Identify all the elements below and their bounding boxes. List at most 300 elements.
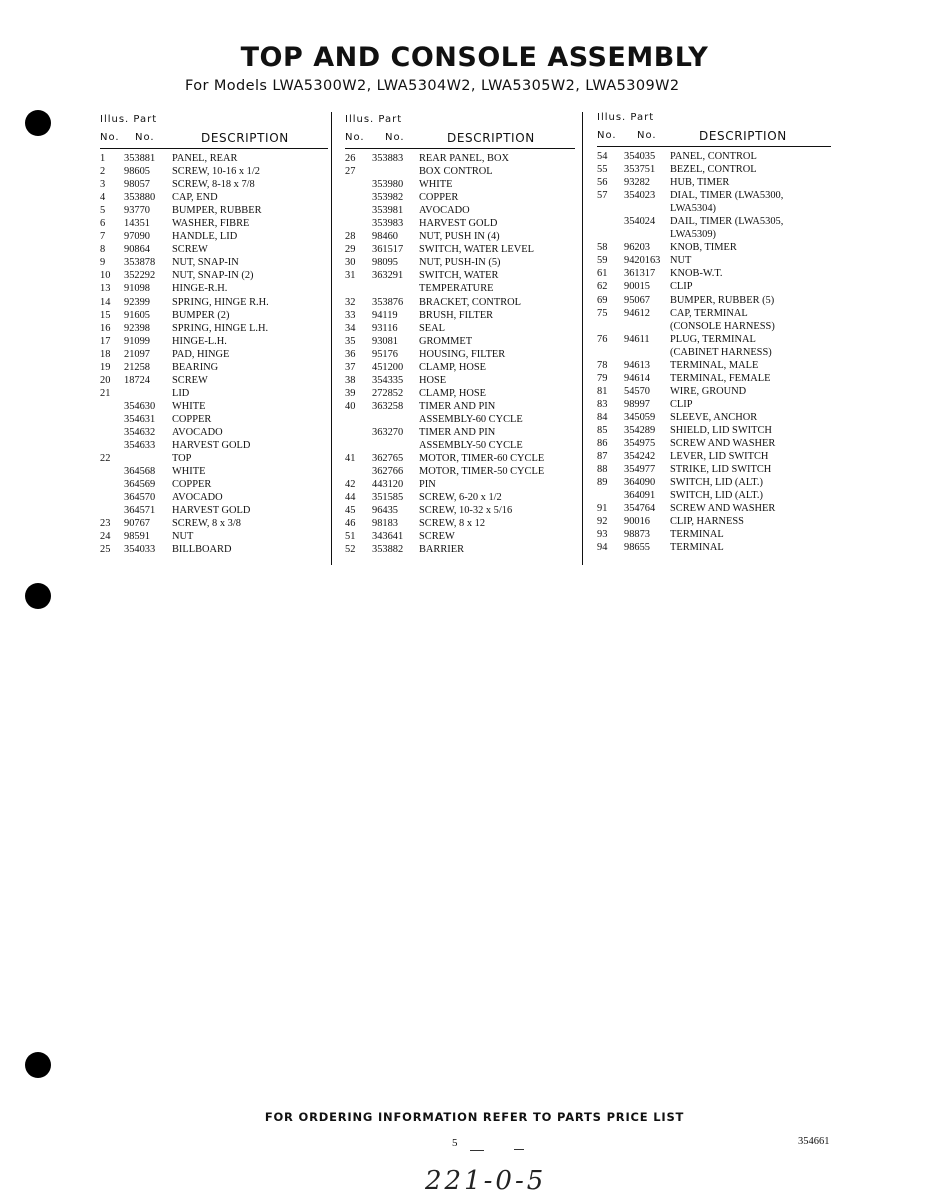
part-row (597, 241, 831, 254)
part-description: TOP (172, 453, 192, 465)
part-number: 94611 (624, 333, 650, 345)
part-description: PANEL, CONTROL (670, 151, 757, 162)
illus-number: 8 (100, 244, 106, 256)
binder-hole-middle (25, 583, 51, 609)
part-row (597, 515, 831, 528)
part-number: 93770 (124, 205, 150, 217)
part-description: STRIKE, LID SWITCH (670, 464, 772, 476)
part-description: HINGE-R.H. (172, 283, 228, 295)
part-description: BUMPER, RUBBER (5) (670, 294, 775, 306)
illus-number: 83 (597, 398, 608, 410)
parts-column-3 (597, 112, 831, 554)
part-description: NUT, PUSH-IN (5) (419, 257, 501, 269)
illus-number: 46 (345, 518, 356, 530)
part-number: 345059 (624, 411, 656, 423)
part-row (100, 478, 328, 491)
illus-number: 10 (100, 270, 111, 282)
part-number: 96435 (372, 505, 398, 517)
illus-number: 25 (100, 544, 111, 556)
part-description: BOX CONTROL (419, 166, 493, 178)
part-description: COPPER (172, 413, 212, 425)
part-number: 353751 (624, 164, 656, 176)
part-description: LID (172, 387, 190, 399)
illus-number: 16 (100, 322, 111, 334)
part-description: LWA5304) (670, 203, 716, 215)
part-description: SCREW, 10-16 x 1/2 (172, 166, 260, 178)
part-row (100, 230, 328, 243)
part-description: GROMMET (419, 335, 473, 347)
illus-number: 41 (345, 453, 356, 465)
part-row (345, 504, 575, 517)
part-row (597, 437, 831, 450)
part-row (100, 452, 328, 465)
part-number: 351585 (372, 492, 404, 504)
part-description: PANEL, REAR (172, 153, 238, 164)
part-row (100, 491, 328, 504)
part-row (597, 280, 831, 293)
part-description: WASHER, FIBRE (172, 218, 250, 230)
part-row (100, 361, 328, 374)
illus-number: 89 (597, 477, 608, 489)
parts-list (100, 152, 328, 556)
part-description: SCREW, 10-32 x 5/16 (419, 505, 513, 517)
scan-mark (514, 1149, 524, 1150)
part-description: CLAMP, HOSE (419, 361, 486, 373)
illus-number: 87 (597, 451, 608, 463)
part-number: 363258 (372, 400, 404, 412)
part-number: 96203 (624, 242, 650, 254)
part-description: SWITCH, LID (ALT.) (670, 490, 763, 502)
part-description: SCREW (172, 374, 208, 386)
part-row (345, 282, 575, 295)
part-description: SCREW, 8-18 x 7/8 (172, 179, 255, 191)
part-description: NUT, SNAP-IN (2) (172, 270, 254, 282)
illus-number: 37 (345, 361, 356, 373)
part-description: CAP, END (172, 192, 218, 204)
illus-number: 32 (345, 296, 356, 308)
illus-number: 54 (597, 151, 608, 162)
part-row (345, 243, 575, 256)
part-number: 97090 (124, 231, 150, 243)
part-number: 93282 (624, 177, 650, 189)
part-row (345, 361, 575, 374)
header-illus-part: Illus. Part (597, 112, 655, 123)
part-number: 98591 (124, 531, 150, 543)
part-description: AVOCADO (419, 205, 470, 217)
part-row (597, 463, 831, 476)
illus-number: 44 (345, 492, 356, 504)
illus-number: 91 (597, 503, 608, 515)
part-number: 91098 (124, 283, 150, 295)
illus-number: 22 (100, 453, 111, 465)
part-number: 353982 (372, 192, 404, 204)
illus-number: 55 (597, 164, 608, 176)
illus-number: 5 (100, 205, 106, 217)
ordering-info-footer: FOR ORDERING INFORMATION REFER TO PARTS PRICE LIST (264, 1110, 685, 1124)
part-number: 94612 (624, 307, 650, 319)
part-number: 363270 (372, 426, 404, 438)
illus-number: 14 (100, 296, 111, 308)
part-row (100, 256, 328, 269)
illus-number: 52 (345, 544, 356, 556)
part-row (345, 152, 575, 165)
part-number: 21258 (124, 361, 150, 373)
illus-number: 33 (345, 309, 356, 321)
part-row (345, 517, 575, 530)
part-description: BUMPER (2) (172, 309, 230, 321)
illus-number: 58 (597, 242, 608, 254)
part-number: 90767 (124, 518, 150, 530)
part-description: BRUSH, FILTER (419, 309, 494, 321)
part-description: LEVER, LID SWITCH (670, 451, 769, 463)
part-row (597, 541, 831, 554)
part-row (100, 335, 328, 348)
part-description: PIN (419, 479, 436, 491)
part-row (100, 178, 328, 191)
page-title: TOP AND CONSOLE ASSEMBLY (240, 42, 709, 73)
part-row (100, 400, 328, 413)
part-description: NUT, PUSH IN (4) (419, 231, 500, 243)
part-description: CLIP (670, 398, 693, 410)
part-row (597, 528, 831, 541)
illus-number: 59 (597, 255, 608, 267)
part-row (345, 465, 575, 478)
part-row (345, 348, 575, 361)
part-description: TERMINAL, FEMALE (670, 372, 771, 384)
part-number: 343641 (372, 531, 404, 543)
part-number: 93081 (372, 335, 398, 347)
part-number: 353983 (372, 218, 404, 230)
part-description: SCREW, 8 x 3/8 (172, 518, 241, 530)
part-description: BILLBOARD (172, 544, 232, 556)
part-number: 94613 (624, 359, 650, 371)
part-row (345, 400, 575, 413)
part-row (345, 204, 575, 217)
part-description: SPRING, HINGE L.H. (172, 322, 269, 334)
part-row (100, 530, 328, 543)
illus-number: 17 (100, 335, 111, 347)
part-description: HOUSING, FILTER (419, 348, 506, 360)
part-row (345, 413, 575, 426)
part-description: SCREW, 6-20 x 1/2 (419, 492, 502, 504)
part-description: SWITCH, WATER LEVEL (419, 244, 534, 256)
part-description: TIMER AND PIN (419, 400, 496, 412)
part-number: 9420163 (624, 255, 661, 267)
part-row (597, 450, 831, 463)
part-number: 354033 (124, 544, 156, 556)
part-description: SCREW AND WASHER (670, 503, 776, 515)
part-description: (CONSOLE HARNESS) (670, 320, 775, 332)
part-row (597, 307, 831, 320)
part-number: 98095 (372, 257, 398, 269)
part-number: 354975 (624, 438, 656, 450)
part-number: 92398 (124, 322, 150, 334)
illus-number: 9 (100, 257, 106, 269)
page-number: 5 (452, 1137, 458, 1149)
part-number: 353878 (124, 257, 156, 269)
part-number: 354631 (124, 413, 156, 425)
part-number: 354242 (624, 451, 656, 463)
part-number: 94614 (624, 372, 650, 384)
part-number: 354630 (124, 400, 156, 412)
illus-number: 76 (597, 333, 608, 345)
part-row (597, 254, 831, 267)
illus-number: 1 (100, 153, 106, 164)
part-description: SCREW, 8 x 12 (419, 518, 486, 530)
part-number: 354632 (124, 426, 156, 438)
part-number: 98605 (124, 166, 150, 178)
part-row (597, 176, 831, 189)
part-number: 362765 (372, 453, 404, 465)
part-row (345, 269, 575, 282)
part-description: HARVEST GOLD (172, 440, 251, 452)
part-description: PAD, HINGE (172, 348, 230, 360)
scan-mark (470, 1150, 484, 1151)
part-number: 364091 (624, 490, 656, 502)
part-row (345, 296, 575, 309)
part-description: HARVEST GOLD (172, 505, 251, 517)
illus-number: 40 (345, 400, 356, 412)
illus-number: 61 (597, 268, 608, 280)
illus-number: 19 (100, 361, 111, 373)
header-description: DESCRIPTION (201, 131, 289, 145)
part-number: 91605 (124, 309, 150, 321)
part-row (100, 165, 328, 178)
part-description: ASSEMBLY-50 CYCLE (419, 440, 523, 452)
part-number: 364570 (124, 492, 156, 504)
part-number: 354335 (372, 374, 404, 386)
part-row (345, 387, 575, 400)
part-row (100, 465, 328, 478)
part-number: 354035 (624, 151, 656, 162)
part-row (100, 282, 328, 295)
part-description: SWITCH, LID (ALT.) (670, 477, 763, 489)
part-row (597, 502, 831, 515)
part-number: 90864 (124, 244, 150, 256)
part-row (100, 504, 328, 517)
part-row (597, 398, 831, 411)
illus-number: 79 (597, 372, 608, 384)
part-row (100, 269, 328, 282)
part-description: CAP, TERMINAL (670, 307, 748, 319)
part-number: 364568 (124, 466, 156, 478)
part-number: 353981 (372, 205, 404, 217)
part-row (345, 230, 575, 243)
part-row (345, 256, 575, 269)
header-description: DESCRIPTION (447, 131, 535, 145)
illus-number: 93 (597, 529, 608, 541)
header-illus-no: No. (100, 132, 120, 143)
part-row (597, 359, 831, 372)
part-number: 361317 (624, 268, 656, 280)
binder-hole-top (25, 110, 51, 136)
illus-number: 56 (597, 177, 608, 189)
part-row (597, 346, 831, 359)
part-row (100, 439, 328, 452)
part-row (597, 189, 831, 202)
header-illus-no: No. (345, 132, 365, 143)
part-row (345, 165, 575, 178)
part-number: 353980 (372, 179, 404, 191)
part-description: HUB, TIMER (670, 177, 730, 189)
part-description: KNOB-W.T. (670, 268, 723, 280)
column-header (345, 114, 575, 149)
part-row (597, 150, 831, 163)
column-header (100, 114, 328, 149)
part-row (597, 320, 831, 333)
part-row (597, 163, 831, 176)
part-row (345, 335, 575, 348)
part-number: 272852 (372, 387, 404, 399)
part-description: SEAL (419, 322, 445, 334)
part-description: TERMINAL, MALE (670, 359, 759, 371)
part-description: CLIP, HARNESS (670, 516, 744, 528)
part-row (597, 215, 831, 228)
part-row (345, 491, 575, 504)
part-description: (CABINET HARNESS) (670, 346, 772, 358)
part-row (597, 202, 831, 215)
part-row (345, 178, 575, 191)
part-row (597, 333, 831, 346)
illus-number: 86 (597, 438, 608, 450)
header-illus-no: No. (597, 130, 617, 141)
part-number: 353876 (372, 296, 404, 308)
part-description: HINGE-L.H. (172, 335, 227, 347)
part-number: 353882 (372, 544, 404, 556)
part-description: CLIP (670, 281, 693, 293)
part-number: 354289 (624, 424, 656, 436)
part-description: BEARING (172, 361, 219, 373)
part-description: CLAMP, HOSE (419, 387, 486, 399)
illus-number: 2 (100, 166, 106, 178)
part-number: 362766 (372, 466, 404, 478)
part-row (597, 489, 831, 502)
part-number: 353880 (124, 192, 156, 204)
header-part-no: No. (135, 132, 155, 143)
part-description: MOTOR, TIMER-50 CYCLE (419, 466, 545, 478)
illus-number: 75 (597, 307, 608, 319)
illus-number: 45 (345, 505, 356, 517)
part-row (345, 322, 575, 335)
illus-number: 20 (100, 374, 111, 386)
part-row (100, 426, 328, 439)
part-number: 354023 (624, 190, 656, 202)
part-number: 93116 (372, 322, 398, 334)
part-row (100, 243, 328, 256)
illus-number: 6 (100, 218, 106, 230)
part-description: WHITE (172, 466, 206, 478)
part-row (345, 309, 575, 322)
parts-list (345, 152, 575, 556)
part-number: 95176 (372, 348, 398, 360)
part-number: 451200 (372, 361, 404, 373)
part-number: 90016 (624, 516, 650, 528)
illus-number: 92 (597, 516, 608, 528)
document-number: 354661 (798, 1136, 830, 1147)
part-row (597, 476, 831, 489)
part-row (597, 294, 831, 307)
part-description: MOTOR, TIMER-60 CYCLE (419, 453, 545, 465)
part-description: BARRIER (419, 544, 465, 556)
part-row (345, 426, 575, 439)
part-row (597, 228, 831, 241)
illus-number: 28 (345, 231, 356, 243)
part-description: PLUG, TERMINAL (670, 333, 756, 345)
part-number: 364090 (624, 477, 656, 489)
part-number: 21097 (124, 348, 150, 360)
illus-number: 34 (345, 322, 356, 334)
handwritten-note: 221-0-5 (425, 1166, 547, 1196)
part-row (597, 372, 831, 385)
part-number: 364569 (124, 479, 156, 491)
part-number: 94119 (372, 309, 398, 321)
illus-number: 62 (597, 281, 608, 293)
part-number: 91099 (124, 335, 150, 347)
part-number: 18724 (124, 374, 150, 386)
illus-number: 81 (597, 385, 608, 397)
header-illus-part: Illus. Part (100, 114, 158, 125)
part-number: 14351 (124, 218, 150, 230)
part-description: AVOCADO (172, 426, 223, 438)
illus-number: 31 (345, 270, 356, 282)
illus-number: 7 (100, 231, 106, 243)
part-row (345, 217, 575, 230)
part-description: AVOCADO (172, 492, 223, 504)
part-row (100, 387, 328, 400)
part-description: SCREW AND WASHER (670, 438, 776, 450)
part-number: 443120 (372, 479, 404, 491)
part-description: NUT (670, 255, 692, 267)
parts-column-1 (100, 114, 328, 556)
illus-number: 94 (597, 542, 608, 554)
part-row (597, 267, 831, 280)
illus-number: 38 (345, 374, 356, 386)
column-header (597, 112, 831, 147)
part-description: COPPER (419, 192, 459, 204)
part-description: TERMINAL (670, 529, 724, 541)
part-number: 98997 (624, 398, 650, 410)
illus-number: 13 (100, 283, 111, 295)
part-number: 95067 (624, 294, 650, 306)
column-divider (582, 112, 583, 565)
part-description: TIMER AND PIN (419, 426, 496, 438)
parts-column-2 (345, 114, 575, 556)
part-number: 354633 (124, 440, 156, 452)
part-number: 354764 (624, 503, 656, 515)
illus-number: 29 (345, 244, 356, 256)
illus-number: 15 (100, 309, 111, 321)
part-row (345, 530, 575, 543)
illus-number: 39 (345, 387, 356, 399)
header-illus-part: Illus. Part (345, 114, 403, 125)
part-description: NUT, SNAP-IN (172, 257, 239, 269)
part-description: SHIELD, LID SWITCH (670, 424, 772, 436)
part-description: BRACKET, CONTROL (419, 296, 521, 308)
illus-number: 78 (597, 359, 608, 371)
part-number: 90015 (624, 281, 650, 293)
column-divider (331, 112, 332, 565)
part-description: DIAL, TIMER (LWA5300, (670, 190, 784, 202)
part-row (345, 452, 575, 465)
part-row (597, 385, 831, 398)
part-description: HARVEST GOLD (419, 218, 498, 230)
part-description: KNOB, TIMER (670, 242, 737, 254)
part-row (597, 411, 831, 424)
part-number: 98183 (372, 518, 398, 530)
part-number: 98873 (624, 529, 650, 541)
part-description: DAIL, TIMER (LWA5305, (670, 216, 784, 228)
part-description: SWITCH, WATER (419, 270, 499, 282)
